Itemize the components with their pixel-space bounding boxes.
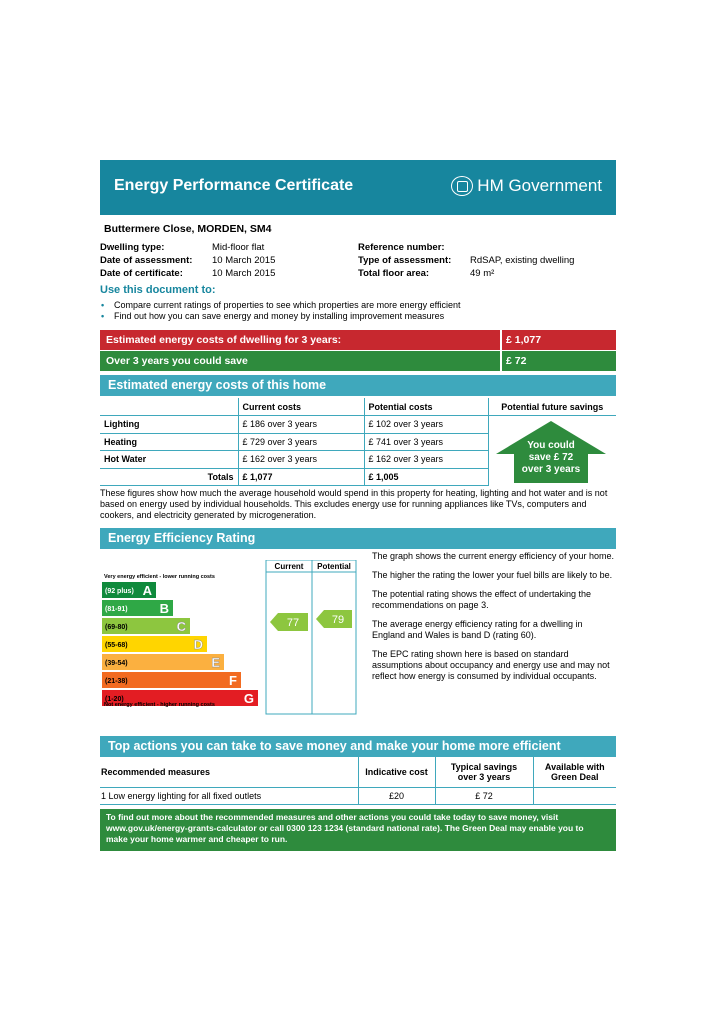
costs-header-row: Current costs Potential costs Potential future savings [100,398,616,416]
potential-rating-value: 79 [331,614,345,626]
totals-row: Totals £ 1,077 £ 1,005 [100,468,616,486]
band-letter: G [243,691,254,706]
reference-number-row: Reference number: [358,242,445,253]
list-item: • Compare current ratings of properties to see which properties are more energy efficient [100,300,461,311]
floor-area-row: Total floor area: 49 m² [358,268,495,279]
hm-government-logo [451,176,602,196]
footer-info: To find out more about the recommended measures and other actions you could take today to save money, visit www.gov.uk/energy-grants-calculator or call 0300 123 1234 (standard national rate). The Green Deal may enable you to make your home warmer and cheaper to run. [100,809,616,851]
band-range-label: (39-54) [105,660,128,667]
current-rating-value: 77 [286,617,300,629]
estimated-costs-bar: Estimated energy costs of dwelling for 3 years: £ 1,077 [100,330,616,350]
chart-bottom-label: Not energy efficient - higher running costs [104,702,215,708]
current-column-label: Current [274,562,304,571]
table-row: 1 Low energy lighting for all fixed outlets £20 £ 72 [100,787,616,804]
assessment-type-row: Type of assessment: RdSAP, existing dwelling [358,255,575,266]
band-letter: D [193,637,203,652]
rating-section-title: Energy Efficiency Rating [100,528,616,549]
band-range-label: (81-91) [105,606,128,613]
details-left [100,241,275,280]
crest-icon [451,176,473,196]
band-letter: B [159,601,169,616]
band-range-label: (1-20) [105,696,124,703]
savings-bar: Over 3 years you could save £ 72 [100,351,616,371]
savings-arrow-text: You could save £ 72 over 3 years [521,440,581,475]
rating-explanation: The graph shows the current energy efficiency of your home. The higher the rating the lower your fuel bills are likely to be. The potential rating shows the effect of undertaking the recommendations on page 3. The average energy efficiency rating for a dwelling in England and Wales is band D (rating 60). The EPC rating shown here is based on standard assumptions about occupancy and energy use and may not reflect how energy is consumed by individual occupants. [372,551,614,681]
band-letter: E [211,655,220,670]
assessment-date-row: Date of assessment: 10 March 2015 [100,255,276,266]
band-range-label: (69-80) [105,624,128,631]
band-letter: F [229,673,237,688]
savings-value: £ 72 [506,355,527,367]
property-address: Buttermere Close, MORDEN, SM4 [104,223,272,235]
actions-section-title: Top actions you can take to save money and make your home more efficient [100,736,616,757]
use-document-list [100,300,461,322]
certificate-title: Energy Performance Certificate [114,177,354,194]
estimated-costs-value: £ 1,077 [506,334,542,346]
chart-top-label: Very energy efficient - lower running costs [104,574,215,580]
costs-section-title: Estimated energy costs of this home [100,375,616,396]
potential-column-label: Potential [317,562,351,571]
band-range-label: (55-68) [105,642,128,649]
list-item: • Find out how you can save energy and money by installing improvement measures [100,311,461,322]
band-letter: C [176,619,186,634]
actions-table [100,757,616,805]
table-row: Hot Water £ 162 over 3 years £ 162 over 3 years [100,451,616,469]
band-range-label: (21-38) [105,678,128,685]
band-letter: A [142,583,152,598]
actions-header-row: Recommended measures Indicative cost Typical savings over 3 years Available with Green Deal [100,757,616,787]
details-right [358,241,574,280]
use-document-title: Use this document to: [100,284,216,296]
band-range-label: (92 plus) [105,588,134,595]
table-row: Heating £ 729 over 3 years £ 741 over 3 years [100,433,616,451]
table-row: Lighting £ 186 over 3 years £ 102 over 3 years [100,416,616,434]
hm-government-text: HM Government [477,176,602,195]
certificate-date-row: Date of certificate: 10 March 2015 [100,268,276,279]
dwelling-type-row: Dwelling type: Mid-floor flat [100,242,265,253]
costs-note: These figures show how much the average household would spend in this property for heating, lighting and hot water and is not based on energy used by individual households. This excludes energy use for running appliances like TVs, computers and cookers, and electricity generated by microgeneration. [100,488,608,520]
efficiency-rating-chart [100,560,358,715]
certificate-header [100,160,616,215]
